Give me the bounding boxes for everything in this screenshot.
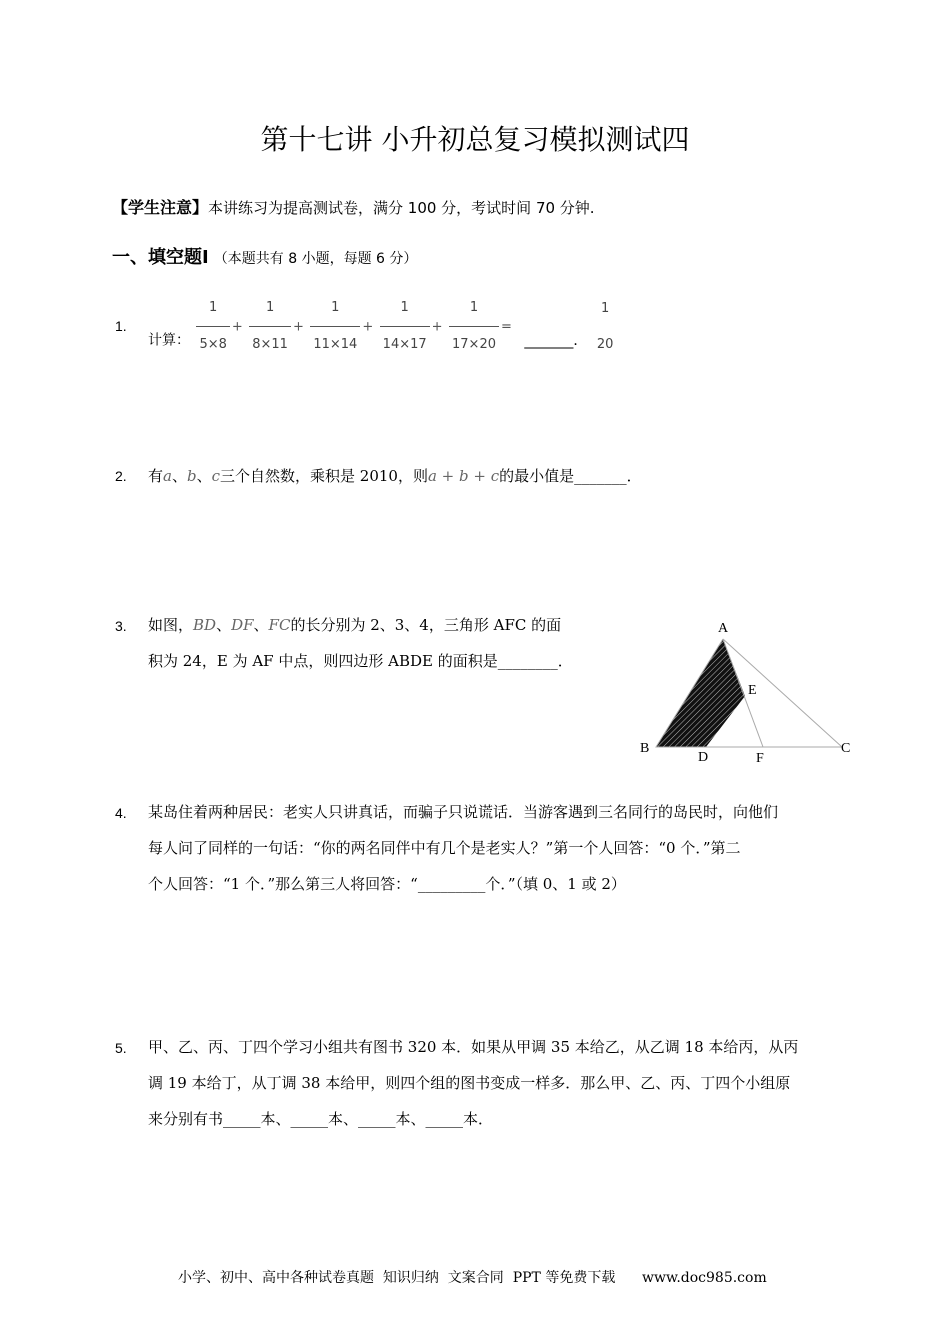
q4-number: 4. <box>115 805 127 821</box>
notice-label: 【学生注意】 <box>112 198 209 217</box>
fraction: $\frac{1}{14\times 17}$ <box>380 290 430 363</box>
q3-number: 3. <box>115 618 127 634</box>
fraction: $\frac{1}{5\times 8}$ <box>196 290 229 363</box>
section-label: 一、填空题Ⅰ <box>112 247 209 268</box>
notice-text: 本讲练习为提高测试卷，满分 100 分，考试时间 70 分钟. <box>208 199 595 217</box>
fraction: $\frac{1}{11\times 14}$ <box>310 290 360 363</box>
triangle-figure <box>630 610 860 770</box>
q1-prefix: 计算： <box>148 332 190 349</box>
section-heading <box>112 243 417 269</box>
question-5: 甲、乙、丙、丁四个学习小组共有图书 320 本．如果从甲调 35 本给乙，从乙调 18 本给丙，从丙 调 19 本给丁，从丁调 38 本给甲，则四个组的图书变成一样多．那么甲、乙、丙、丁四个小组原 来分别有书_____本、_____本、_____本、_____本． <box>148 1038 799 1128</box>
question-1: 计算： $\frac{1}{5\times 8}$ + $\frac{1}{8\times 11}$ + $\frac{1}{11\times 14}$ + $\frac{1}{14\times 17}$ + $\frac{1}{17\times 20}$ = _______． 1 20 <box>148 290 618 363</box>
page-footer: 小学、初中、高中各种试卷真题 知识归纳 文案合同 PPT 等免费下载 www.doc985.com <box>178 1270 767 1286</box>
question-2: 有a、b、c三个自然数，乘积是 2010，则a + b + c的最小值是_______． <box>148 467 642 485</box>
question-4: 某岛住着两种居民：老实人只讲真话，而骗子只说谎话．当游客遇到三名同行的岛民时，向他们 每人问了同样的一句话：“你的两名同伴中有几个是老实人？”第一个人回答：“0 个．”第二 个人回答：“1 个．”那么第三人将回答：“_________个．”（填 0、1 或 2） <box>148 803 779 893</box>
question-3: 如图，BD、DF、FC的长分别为 2、3、4，三角形 AFC 的面 积为 24，E 为 AF 中点，则四边形 ABDE 的面积是________． <box>148 616 573 670</box>
shaded-quadrilateral-abde <box>656 639 745 747</box>
q5-number: 5. <box>115 1040 127 1056</box>
answer-fraction: 1 20 <box>596 300 614 352</box>
label-b: B <box>640 741 650 756</box>
answer-blank: _______． <box>524 332 588 349</box>
q2-number: 2. <box>115 468 127 484</box>
label-f: F <box>756 751 764 766</box>
label-e: E <box>748 683 757 698</box>
label-a: A <box>718 621 729 636</box>
student-notice <box>112 195 595 218</box>
fraction: $\frac{1}{17\times 20}$ <box>449 290 499 363</box>
fraction: $\frac{1}{8\times 11}$ <box>249 290 291 363</box>
q1-number: 1. <box>115 318 127 334</box>
label-d: D <box>698 750 709 765</box>
label-c: C <box>841 741 851 756</box>
section-note: （本题共有 8 小题，每题 6 分） <box>213 251 418 267</box>
page-title: 第十七讲 小升初总复习模拟测试四 <box>260 123 690 156</box>
